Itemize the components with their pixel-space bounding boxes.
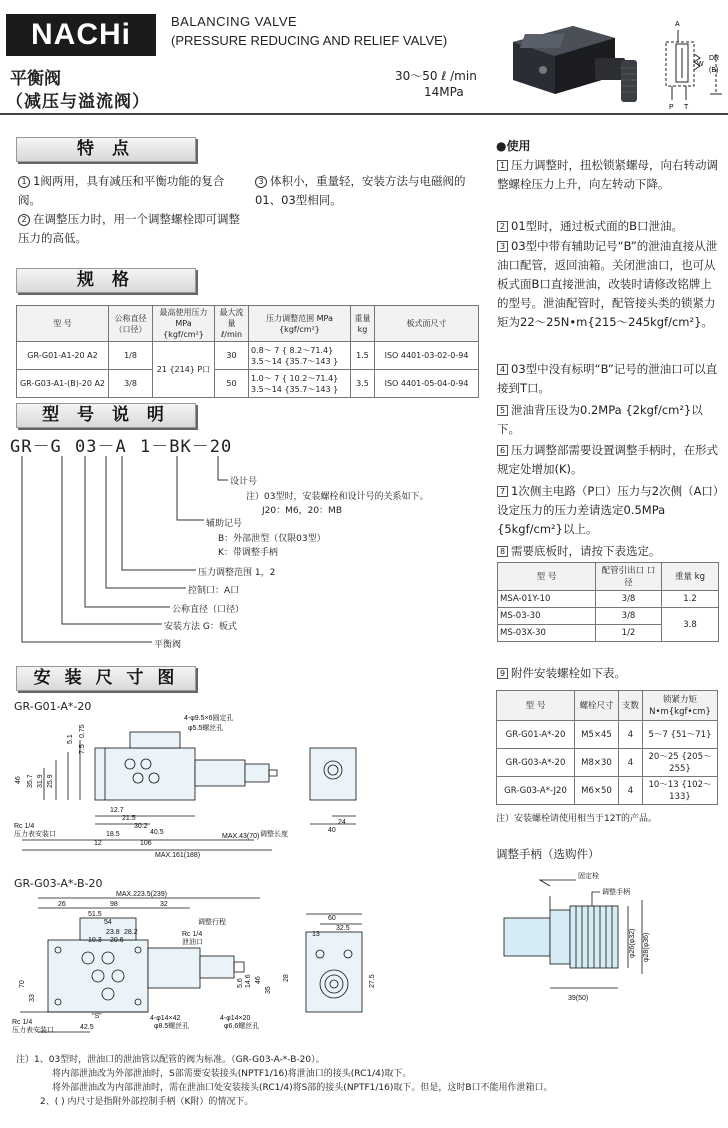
code-label-aux-b: B：外部泄型（仅限03型）	[218, 534, 326, 544]
code-part-20: 20	[209, 437, 233, 457]
code-label-mount: 安装方法 G：板式	[164, 622, 237, 632]
spec-model-2: GR-G03-A1-(B)-20 A2	[17, 370, 109, 398]
usage-item-6	[497, 441, 719, 479]
usage-num-6: 6	[497, 445, 508, 456]
d1-dim-7-5: 7.5	[79, 744, 86, 754]
d2-dim-42-5: 42.5	[80, 1024, 94, 1031]
usage-num-1: 1	[497, 160, 508, 171]
d2-adj-label: 调整行程	[198, 919, 226, 926]
code-dash-1: －	[32, 437, 51, 457]
d1-holes-label: 4-φ9.5×6圆定孔	[184, 715, 234, 722]
handle-dim-39: 39(50)	[568, 995, 589, 1002]
usage-num-7: 7	[497, 486, 508, 497]
code-label-design: 设计号	[230, 477, 258, 487]
usage-text-1: 压力调整时，扭松锁紧螺母，向右转动调整螺栓压力上升，向左转动下降。	[497, 158, 718, 191]
feature-item-2	[18, 210, 246, 248]
d1-dim-24: 24	[338, 819, 346, 826]
code-part-a: A	[115, 437, 127, 457]
hydraulic-symbol	[660, 14, 728, 110]
feature-text-1: 1阀两用，具有减压和平衡功能的复合阀。	[18, 174, 225, 207]
d1-dim-35-7: 35.7	[27, 774, 34, 788]
usage-text-5: 泄油背压设为0.2MPa {2kgf/cm²}以下。	[497, 403, 703, 436]
d2-dim-35: 35	[265, 986, 272, 994]
feature-text-3: 体积小，重量轻，安装方法与电磁阀的01、03型相同。	[255, 174, 466, 207]
code-label-range: 压力调整范围 1，2	[198, 568, 276, 578]
spec-iso-2: ISO 4401-05-04-0-94	[375, 370, 479, 398]
d1-dim-46: 46	[15, 776, 22, 784]
bolts-model-1: GR-G01-A*-20	[497, 721, 575, 749]
usage-num-4: 4	[497, 364, 508, 375]
code-dash-2: －	[97, 437, 116, 457]
handle-title: 调整手柄（选购件）	[496, 847, 600, 861]
d2-dim-26: 26	[58, 901, 66, 908]
bolts-header-torque: 锁紧力矩 N•m{kgf•cm}	[643, 691, 718, 721]
code-label-aux-k: K：带调整手柄	[218, 548, 278, 558]
usage-text-6: 压力调整部需要设置调整手柄时，在形式规定处增加(K)。	[497, 443, 718, 476]
specs-title: 规 格	[16, 268, 196, 293]
flow-spec: 30～50 ℓ /min	[395, 69, 477, 83]
d2-s-label: "S"	[92, 1013, 102, 1020]
d2-rc2-note: 压力表安装口	[12, 1027, 54, 1034]
symbol-a-label: A	[675, 21, 680, 28]
usage-text-4: 03型中没有标明“B”记号的泄油口可以直接到T口。	[497, 362, 718, 395]
code-part-gr: GR	[10, 437, 33, 457]
symbol-b-label: (B)	[709, 67, 719, 74]
d2-dim-13: 13	[312, 931, 320, 938]
code-part-1: 1	[139, 437, 152, 457]
subplate-model-3: MS-03X-30	[498, 625, 596, 642]
spec-weight-1: 1.5	[351, 342, 375, 370]
subplate-header-port: 配管引出口 口径	[596, 563, 662, 591]
d2-dim-27-5: 27.5	[369, 974, 376, 988]
code-dash-4: －	[191, 437, 210, 457]
code-label-note: 注）03型时，安装螺栓和设计号的关系如下。	[246, 492, 429, 502]
bolts-note: 注）安装螺栓请使用相当于12T的产品。	[496, 814, 657, 824]
code-label-size: 公称直径（口径）	[172, 605, 245, 615]
spec-flow-2: 50	[215, 370, 249, 398]
usage-item-4	[497, 360, 719, 398]
spec-header-size: 公称直径（口径）	[109, 306, 153, 342]
d2-dim-28-2: 28.2	[124, 929, 138, 936]
title-cn-2: （减压与溢流阀）	[6, 92, 150, 112]
handle-dim-26: φ26(φ32)	[629, 928, 636, 958]
usage-text-8: 需要底板时，请按下表选定。	[511, 544, 661, 558]
header-rule	[0, 113, 728, 115]
usage-num-3: 3	[497, 241, 508, 252]
bolts-size-2: M8×30	[575, 749, 619, 777]
d1-holes2-label: φ5.5螺丝孔	[188, 725, 224, 732]
usage-num-2: 2	[497, 221, 508, 232]
d1-dim-max161: MAX.161(188)	[155, 852, 201, 859]
d1-dim-25-9: 25.9	[47, 774, 54, 788]
bolts-title-text: 附件安装螺栓如下表。	[511, 666, 626, 680]
spec-range-2: 1.0～ 7 { 10.2～71.4} 3.5～14 {35.7～143 }	[249, 370, 351, 398]
d1-dim-12-7: 12.7	[110, 807, 124, 814]
d2-dim-60: 60	[328, 915, 336, 922]
logo: NACHi	[6, 14, 156, 56]
code-label-valve: 平衡阀	[154, 640, 182, 650]
d1-dim-40: 40	[328, 827, 336, 834]
subplate-model-2: MS-03-30	[498, 608, 596, 625]
d2-dim-98: 98	[110, 901, 118, 908]
model-code-title: 型 号 说 明	[16, 403, 196, 428]
subplate-model-1: MSA-01Y-10	[498, 591, 596, 608]
usage-text-7: 1次侧主电路（P口）压力与2次侧（A口）设定压力的压力差请选定0.5MPa {5kgf/cm²}以上。	[497, 484, 719, 536]
diagram2-label: GR-G03-A*-B-20	[14, 877, 103, 890]
spec-flow-1: 30	[215, 342, 249, 370]
d2-dim-14-6: 14.6	[245, 974, 252, 988]
d1-dim-31-9: 31.9	[37, 774, 44, 788]
d2-dim-46: 46	[255, 976, 262, 984]
symbol-t-label: T	[684, 104, 689, 111]
subplate-port-3: 1/2	[596, 625, 662, 642]
bolts-model-3: GR-G03-A*-J20	[497, 777, 575, 805]
bolts-header-qty: 支数	[619, 691, 643, 721]
d2-max-label: MAX.223.5(239)	[116, 891, 167, 898]
d2-rc1-label: Rc 1/4	[182, 931, 203, 938]
footnote-2: 将内部泄油改为外部泄油时，S部需要安装接头(NPTF1/16)将泄油口的接头(RC1/4)取下。	[52, 1069, 412, 1079]
d1-dim-5-1: 5.1	[67, 734, 74, 744]
valve-photo	[503, 12, 641, 110]
d1-dim-0-75: 0.75	[79, 724, 86, 738]
diagram-g03	[10, 891, 376, 1050]
usage-item-7	[497, 482, 719, 539]
subplate-table	[497, 562, 719, 642]
d1-dim-max43: MAX.43(70)	[222, 833, 260, 840]
usage-item-8	[497, 542, 719, 561]
code-part-g: G	[50, 437, 62, 457]
handle-dim-28: φ28(φ36)	[643, 932, 650, 962]
spec-pressure: 21 {214} P口	[153, 342, 215, 398]
d2-dim-23-8: 23.8	[106, 929, 120, 936]
d2-dim-32-5: 32.5	[336, 925, 350, 932]
bolts-header-model: 型 号	[497, 691, 575, 721]
d1-dim-12: 12	[94, 840, 102, 847]
feature-num-1: 1	[18, 176, 30, 188]
subplate-weight-1: 1.2	[662, 591, 719, 608]
usage-item-2	[497, 217, 719, 236]
diagram1-label: GR-G01-A*-20	[14, 700, 92, 713]
d1-dim-106: 106	[140, 840, 152, 847]
d2-dim-32: 32	[160, 901, 168, 908]
subplate-port-2: 3/8	[596, 608, 662, 625]
dims-title: 安 装 尺 寸 图	[16, 666, 196, 691]
usage-title: ●使用	[496, 139, 531, 153]
d2-holes1-label: 4-φ14×42	[150, 1015, 181, 1022]
specs-table	[16, 305, 479, 398]
spec-header-weight: 重量 kg	[351, 306, 375, 342]
spec-range-1: 0.8～ 7 { 8.2～71.4} 3.5～14 {35.7～143 }	[249, 342, 351, 370]
usage-num-5: 5	[497, 405, 508, 416]
spec-header-pressure: 最高使用压力 MPa {kgf/cm²}	[153, 306, 215, 342]
subplate-header-model: 型 号	[498, 563, 596, 591]
d2-dim-20-6: 20.6	[110, 937, 124, 944]
d2-holes2-label: 4-φ14×20	[220, 1015, 251, 1022]
handle-label-pin: 固定栓	[578, 873, 599, 880]
d1-rc-note: 压力表安装口	[14, 831, 56, 838]
diagram-g01	[10, 712, 370, 867]
usage-num-8: 8	[497, 546, 508, 557]
bolts-size-3: M6×50	[575, 777, 619, 805]
d2-dim-5-6: 5.6	[237, 978, 244, 988]
footnote-4: 2、( ) 内尺寸是指附外部控制手柄（K附）的情况下。	[40, 1097, 254, 1107]
code-part-bk: BK	[169, 437, 192, 457]
d2-holes2b-label: φ6.6螺丝孔	[224, 1023, 260, 1030]
title-en-2: (PRESSURE REDUCING AND RELIEF VALVE)	[171, 33, 448, 48]
d2-dim-33: 33	[29, 994, 36, 1002]
spec-header-iso: 板式面尺寸	[375, 306, 479, 342]
d2-rc2-label: Rc 1/4	[12, 1019, 33, 1026]
bolts-table	[496, 690, 718, 805]
bolts-qty-2: 4	[619, 749, 643, 777]
code-dash-3: －	[151, 437, 170, 457]
code-label-aux: 辅助记号	[206, 519, 243, 529]
usage-text-3: 03型中带有辅助记号“B”的泄油直接从泄油口配管，返回油箱。关闭泄油口，也可从板式面B口直接泄油，改装时请修改铭牌上的型号。泄油配管时，配管接头类的锁紧力矩为22～25N•m{215～245kgf/cm²}。	[497, 239, 718, 329]
bolts-torque-3: 10～13 {102～133}	[643, 777, 718, 805]
pressure-spec: 14MPa	[424, 85, 464, 99]
feature-text-2: 在调整压力时，用一个调整螺栓即可调整压力的高低。	[18, 212, 240, 245]
feature-item-1	[18, 172, 246, 210]
d1-dim-30-2: 30.2	[134, 823, 148, 830]
footnote-3: 将外部泄油改为内部泄油时，需在泄油口处安装接头(RC1/4)将S部的接头(NPTF1/16)取下。但是，这时B口不能用作泄箱口。	[52, 1083, 553, 1093]
handle-diagram	[500, 866, 722, 1006]
subplate-header-weight: 重量 kg	[662, 563, 719, 591]
footnote-1: 注）1、03型时，泄油口的泄油管以配管的阀为标准。（GR-G03-A-*-B-20）。	[16, 1055, 325, 1065]
bolts-model-2: GR-G03-A*-20	[497, 749, 575, 777]
bolts-header-size: 螺栓尺寸	[575, 691, 619, 721]
usage-item-5	[497, 401, 719, 439]
spec-size-2: 3/8	[109, 370, 153, 398]
d1-adj-label: 调整长度	[260, 831, 288, 838]
feature-item-3	[255, 172, 477, 210]
spec-weight-2: 3.5	[351, 370, 375, 398]
d2-dim-54: 54	[104, 919, 112, 926]
code-part-03: 03	[74, 437, 98, 457]
d2-dim-10-3: 10.3	[88, 937, 102, 944]
handle-label-handle: 调整手柄	[602, 889, 630, 896]
d1-dim-21-5: 21.5	[122, 815, 136, 822]
feature-num-3: 3	[255, 176, 267, 188]
subplate-port-1: 3/8	[596, 591, 662, 608]
bolts-torque-2: 20～25 {205～255}	[643, 749, 718, 777]
spec-header-flow: 最大流量 ℓ/min	[215, 306, 249, 342]
title-en-1: BALANCING VALVE	[171, 14, 298, 29]
bolts-size-1: M5×45	[575, 721, 619, 749]
bolts-qty-3: 4	[619, 777, 643, 805]
feature-num-2: 2	[18, 214, 30, 226]
code-label-note2: J20：M6，20：MB	[262, 506, 342, 516]
d2-rc1-note: 泄油口	[182, 939, 203, 946]
symbol-p-label: P	[669, 104, 674, 111]
features-title: 特 点	[16, 137, 196, 162]
spec-iso-1: ISO 4401-03-02-0-94	[375, 342, 479, 370]
spec-size-1: 1/8	[109, 342, 153, 370]
usage-text-2: 01型时，通过板式面的B口泄油。	[511, 219, 684, 233]
spec-header-range: 压力调整范围 MPa {kgf/cm²}	[249, 306, 351, 342]
d1-dim-18-5: 18.5	[106, 831, 120, 838]
d1-rc-label: Rc 1/4	[14, 823, 35, 830]
d2-dim-70: 70	[19, 980, 26, 988]
d2-dim-51-5: 51.5	[88, 911, 102, 918]
spec-header-model: 型 号	[17, 306, 109, 342]
d2-holes1b-label: φ8.5螺丝孔	[154, 1023, 190, 1030]
subplate-weight-2: 3.8	[662, 608, 719, 642]
bolts-torque-1: 5～7 {51～71}	[643, 721, 718, 749]
d2-dim-28: 28	[283, 974, 290, 982]
title-cn-1: 平衡阀	[10, 69, 61, 89]
code-label-control: 控制口：A口	[188, 586, 240, 596]
bolts-qty-1: 4	[619, 721, 643, 749]
spec-model-1: GR-G01-A1-20 A2	[17, 342, 109, 370]
bolts-num: 9	[497, 668, 508, 679]
bolts-title	[497, 664, 719, 683]
symbol-w-label: W	[697, 61, 704, 68]
usage-item-3	[497, 237, 719, 332]
d1-dim-40-5: 40.5	[150, 829, 164, 836]
usage-item-1	[497, 156, 719, 194]
symbol-dr-label: DR	[709, 55, 720, 62]
